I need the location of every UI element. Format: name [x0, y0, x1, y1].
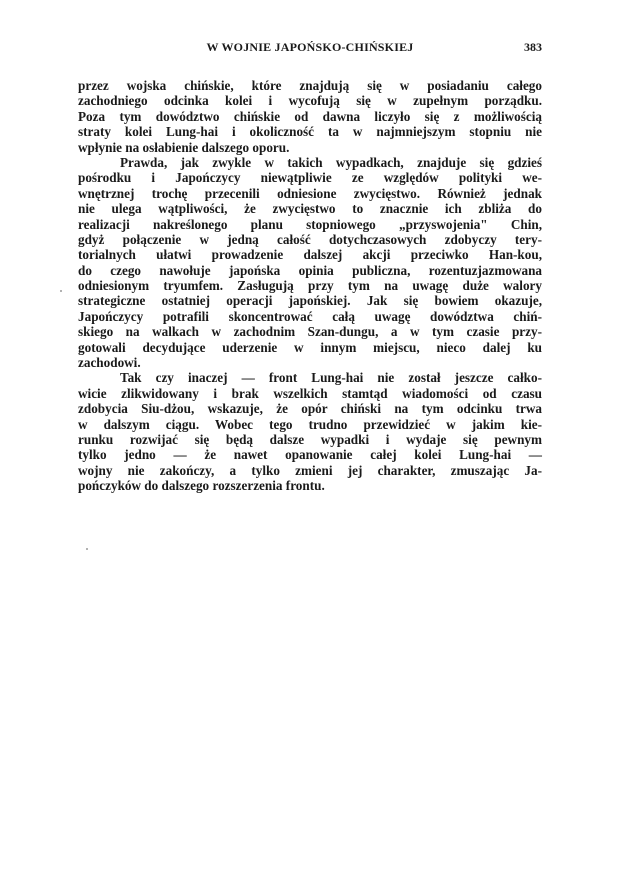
text-line: runku rozwijać się będą dalsze wypadki i wydaje się pewnym [78, 431, 542, 447]
text-line: strategiczne ostatniej operacji japońskiej. Jak się bowiem okazuje, [78, 293, 542, 309]
text-line: realizacji nakreślonego planu stopniowego „przyswojenia" Chin, [78, 216, 542, 232]
text-line: straty kolei Lung-hai i okoliczność ta w najmniejszym stopniu nie [78, 124, 542, 140]
text-line: pończyków do dalszego rozszerzenia frontu. [78, 478, 325, 494]
text-line: odniesionym tryumfem. Zasługują przy tym na uwagę duże walory [78, 278, 542, 294]
text-line: wpłynie na osłabienie dalszego oporu. [78, 139, 290, 155]
text-line: przez wojska chińskie, które znajdują się w posiadaniu całego [78, 78, 542, 93]
text-line: do czego nawołuje japońska opinia publiczna, rozentuzjazmowana [78, 262, 542, 278]
text-line: w dalszym ciągu. Wobec tego trudno przewidzieć w jakim kie- [78, 416, 542, 432]
text-line: Prawda, jak zwykle w takich wypadkach, znajduje się gdzieś [120, 154, 542, 170]
running-header [78, 40, 542, 56]
paper-speck [86, 548, 88, 550]
text-line: zachodowi. [78, 355, 141, 371]
text-line: Poza tym dowództwo chińskie od dawna liczyło się z możliwością [78, 108, 542, 124]
text-line: skiego na walkach w zachodnim Szan-dungu, a w tym czasie przy- [78, 324, 542, 340]
text-line: Japończycy potrafili skoncentrować całą uwagę dowództwa chiń- [78, 308, 542, 324]
text-line: pośrodku i Japończycy niewątpliwie ze względów polityki we- [78, 170, 542, 186]
text-line: torialnych ułatwi prowadzenie dalszej akcji przeciwko Han-kou, [78, 247, 542, 263]
text-line: nie ulega wątpliwości, że zwycięstwo to znacznie ich zbliża do [78, 201, 542, 217]
text-line: gotowali decydujące uderzenie w innym miejscu, nieco dalej ku [78, 339, 542, 355]
text-line: gdyż połączenie w jedną całość dotychczasowych zdobyczy tery- [78, 231, 542, 247]
text-line: tylko jedno — że nawet opanowanie całej kolei Lung-hai — [78, 447, 542, 463]
text-line: wojny nie zakończy, a tylko zmieni jej charakter, zmuszając Ja- [78, 462, 542, 478]
text-line: wnętrznej trochę przecenili odniesione zwycięstwo. Również jednak [78, 185, 542, 201]
running-title: W WOJNIE JAPOŃSKO-CHIŃSKIEJ [206, 40, 414, 54]
page-number: 383 [524, 40, 542, 54]
text-line: zachodniego odcinka kolei i wycofują się w zupełnym porządku. [78, 93, 542, 109]
text-line: Tak czy inaczej — front Lung-hai nie został jeszcze całko- [120, 370, 542, 386]
body-text [78, 78, 542, 494]
text-line: wicie zlikwidowany i brak wszelkich stamtąd wiadomości od czasu [78, 385, 542, 401]
text-line: zdobycia Siu-dżou, wskazuje, że opór chiński na tym odcinku trwa [78, 401, 542, 417]
paper-speck [60, 290, 62, 292]
